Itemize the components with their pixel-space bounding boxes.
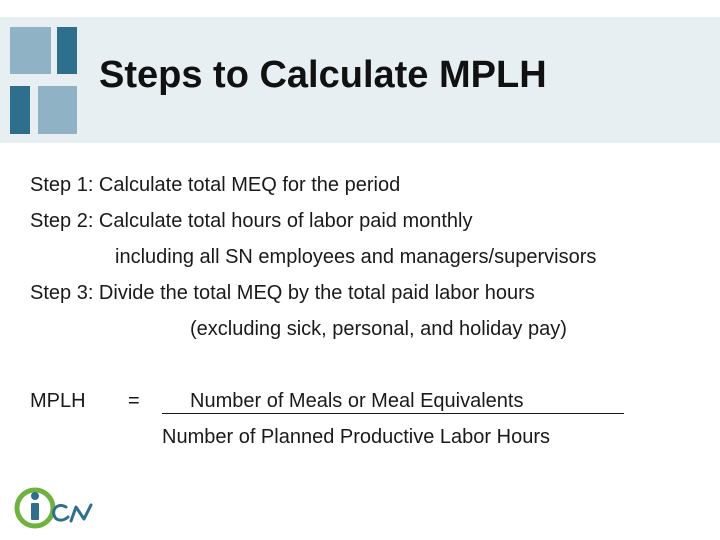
logo-c-stroke [54, 505, 68, 520]
step-3-text: Step 3: Divide the total MEQ by the total paid labor hours [30, 282, 535, 304]
step-1-text: Step 1: Calculate total MEQ for the period [30, 174, 401, 196]
decorative-square-top-left [10, 27, 51, 74]
formula-lhs: MPLH [30, 390, 86, 412]
step-2-text: Step 2: Calculate total hours of labor paid monthly [30, 210, 473, 232]
logo-i-dot [31, 492, 39, 500]
logo-n-stroke [71, 505, 91, 521]
slide-title: Steps to Calculate MPLH [99, 54, 547, 96]
formula-equals: = [128, 390, 140, 412]
step-3-detail: (excluding sick, personal, and holiday pay) [190, 318, 567, 340]
formula-denominator: Number of Planned Productive Labor Hours [162, 426, 550, 448]
decorative-square-bottom-right [38, 86, 77, 134]
decorative-square-bottom-left [10, 86, 30, 134]
fraction-bar [162, 413, 624, 414]
icn-logo-icon [14, 485, 98, 530]
formula-numerator: Number of Meals or Meal Equivalents [190, 390, 524, 412]
logo-i-stem [31, 503, 39, 520]
step-2-detail: including all SN employees and managers/supervisors [115, 246, 597, 268]
decorative-square-top-right [57, 27, 77, 74]
